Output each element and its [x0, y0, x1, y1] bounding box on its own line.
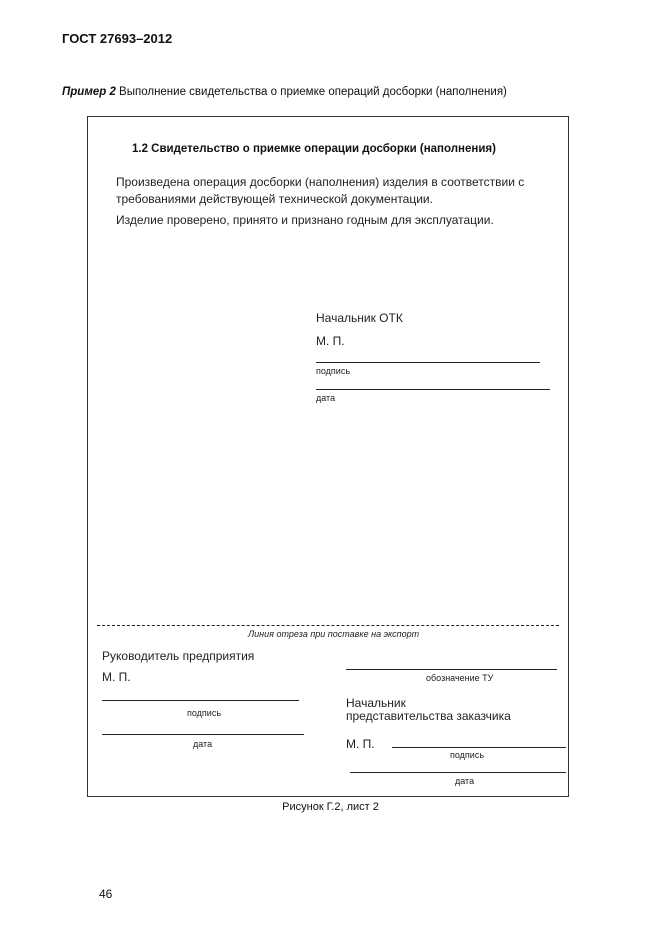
example-text: Выполнение свидетельства о приемке операций досборки (наполнения) [119, 86, 507, 98]
tu-line [346, 669, 557, 670]
otk-role: Начальник ОТК [316, 311, 403, 325]
cut-line-caption: Линия отреза при поставке на экспорт [248, 629, 420, 639]
otk-date-line [316, 389, 550, 390]
otk-date-caption: дата [316, 393, 336, 403]
head-seal: М. П. [102, 670, 131, 684]
head-signature-caption: подпись [187, 708, 222, 718]
head-role: Руководитель предприятия [102, 649, 255, 663]
page-number: 46 [99, 887, 113, 901]
otk-seal: М. П. [316, 334, 345, 348]
example-caption [62, 86, 507, 98]
customer-date-line [350, 772, 566, 773]
certificate-title: 1.2 Свидетельство о приемке операции досборки (наполнения) [132, 143, 496, 155]
otk-signature-caption: подпись [316, 366, 351, 376]
certificate-paragraph-line-2: требованиями действующей технической документации. [116, 192, 433, 206]
customer-role-line-1: Начальник [346, 696, 406, 710]
head-date-caption: дата [193, 739, 213, 749]
head-signature-line [102, 700, 299, 701]
otk-signature-line [316, 362, 540, 363]
cut-line [97, 625, 559, 626]
customer-signature-caption: подпись [450, 750, 485, 760]
head-date-line [102, 734, 304, 735]
customer-role-line-2: представительства заказчика [346, 709, 511, 723]
customer-signature-line [392, 747, 566, 748]
certificate-paragraph-2: Изделие проверено, принято и признано годным для эксплуатации. [116, 213, 494, 227]
document-header: ГОСТ 27693–2012 [62, 31, 173, 46]
certificate-paragraph-line-1: Произведена операция досборки (наполнения) изделия в соответствии с [116, 175, 525, 189]
customer-date-caption: дата [455, 776, 475, 786]
example-label: Пример 2 [62, 86, 116, 98]
customer-seal: М. П. [346, 737, 375, 751]
figure-caption: Рисунок Г.2, лист 2 [282, 801, 379, 813]
tu-caption: обозначение ТУ [426, 673, 494, 683]
